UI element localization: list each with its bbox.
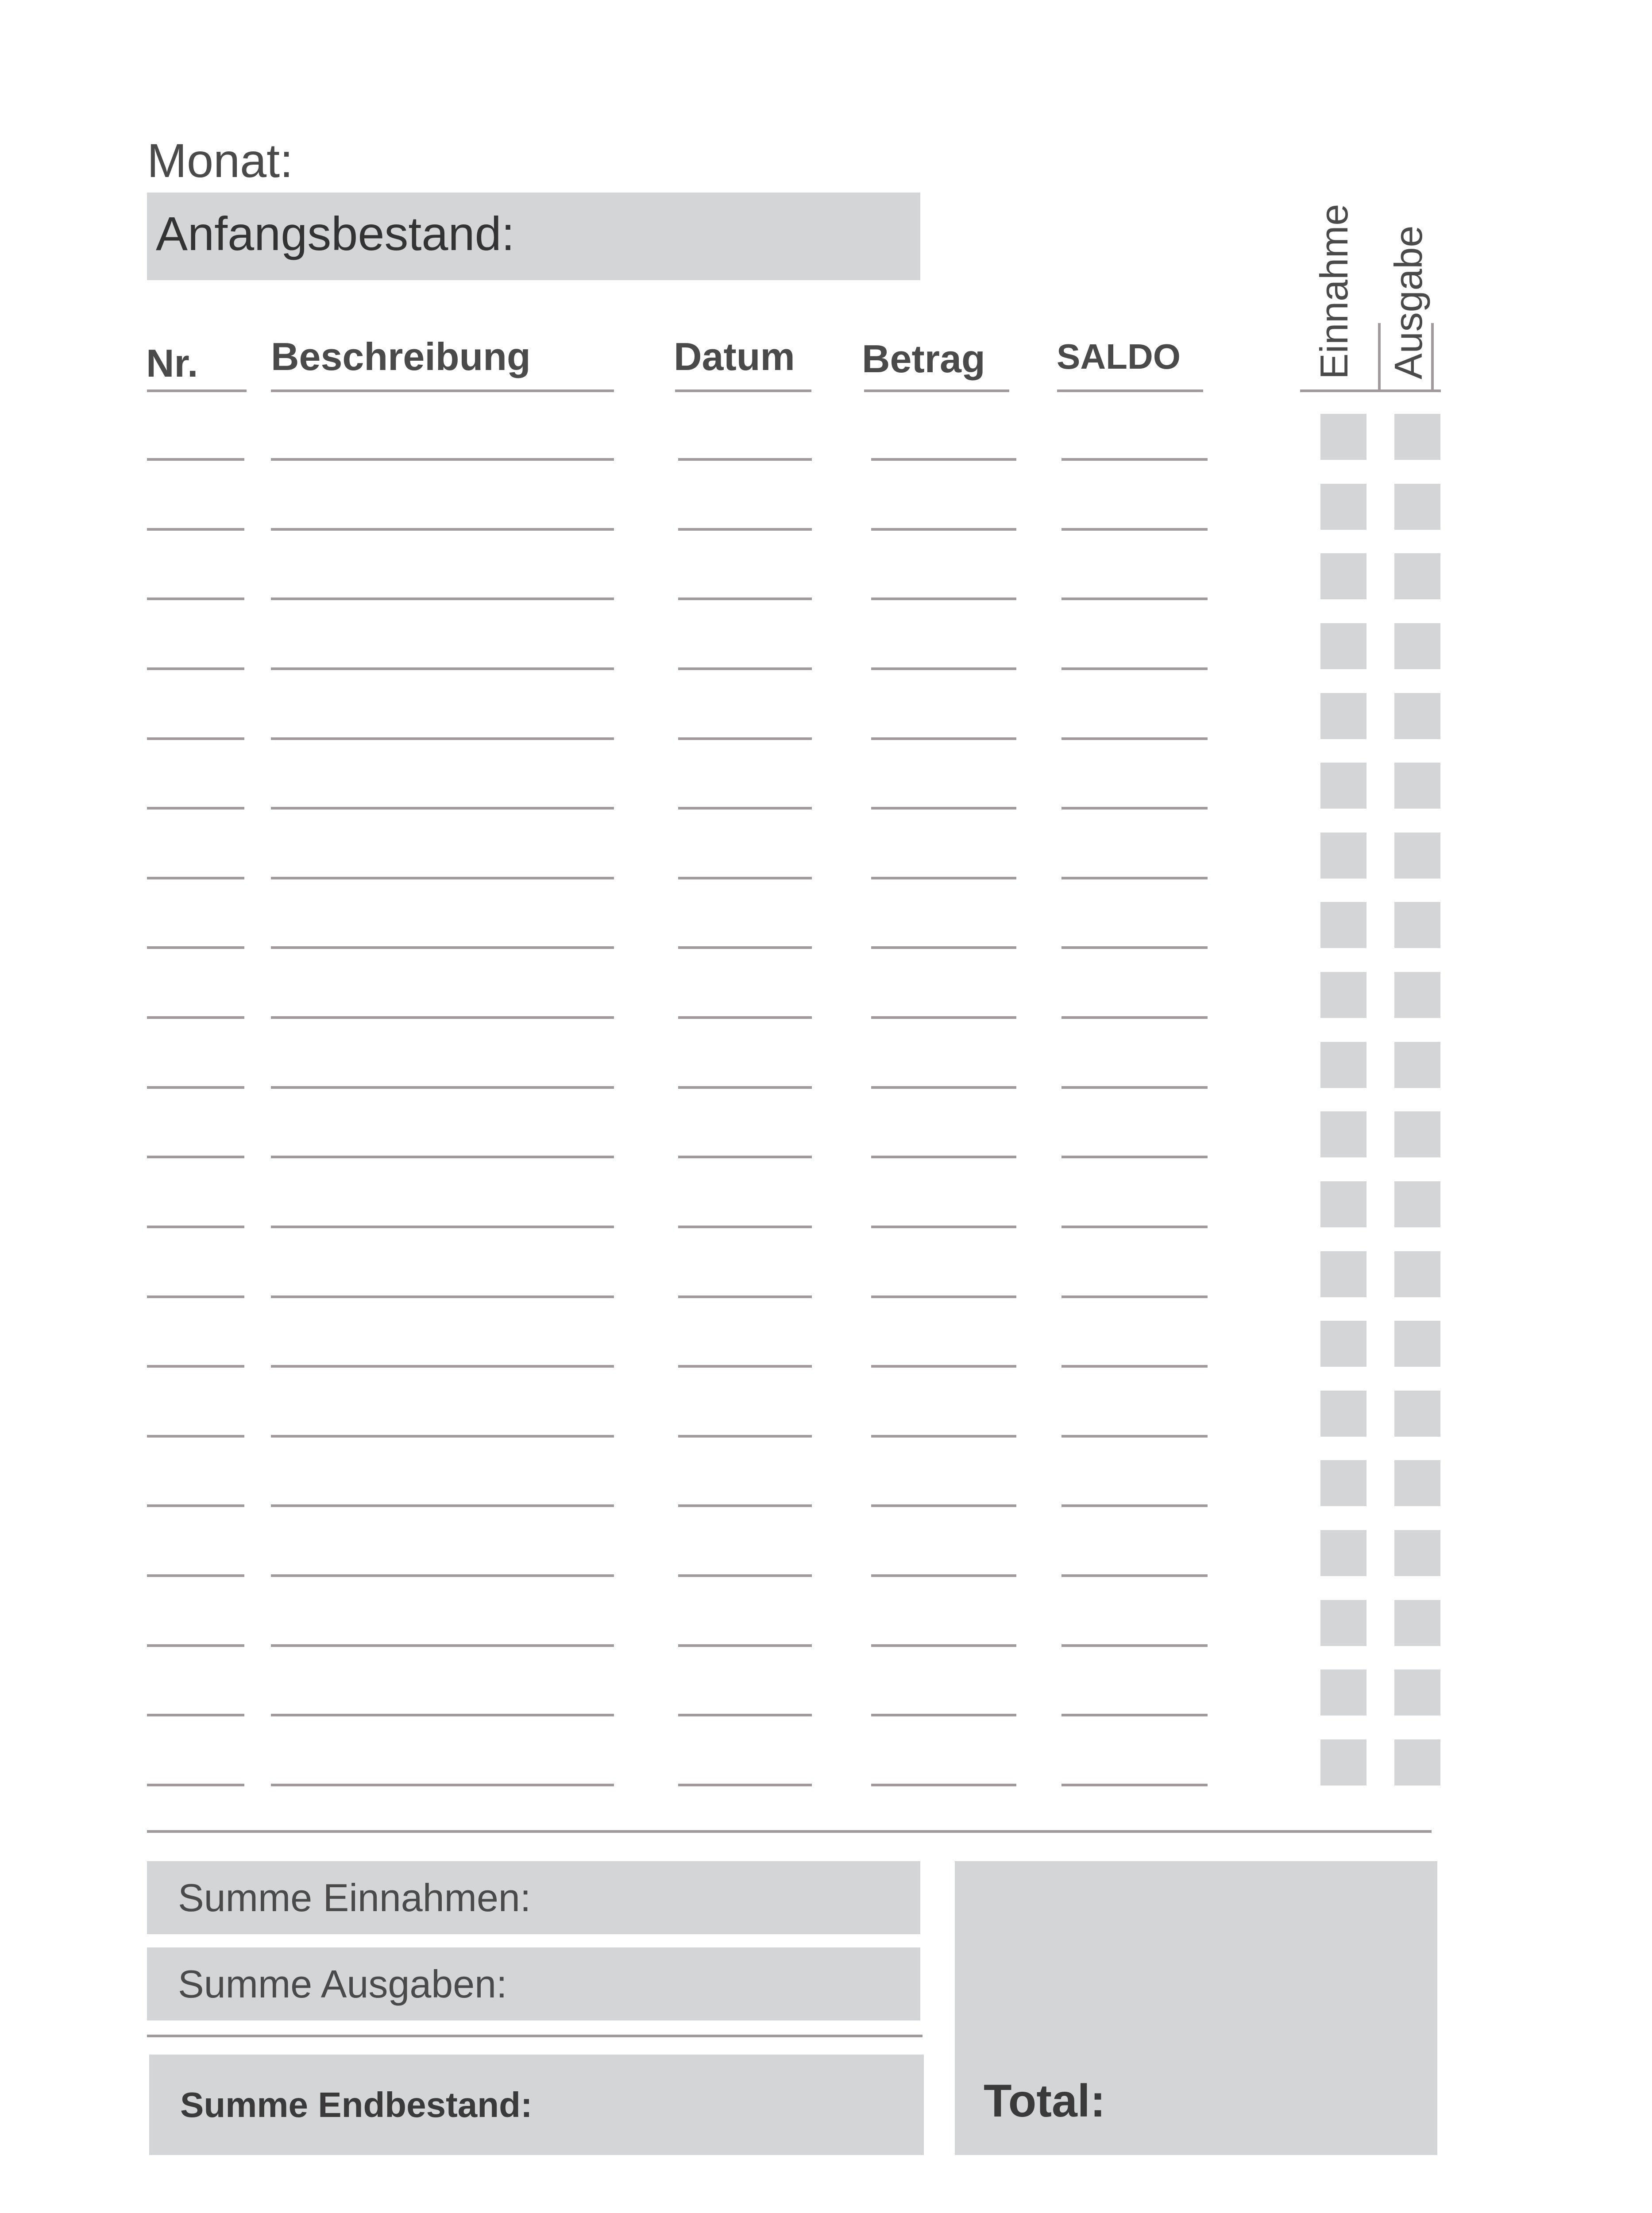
opening-balance-box[interactable] — [147, 193, 920, 280]
expense-checkbox[interactable] — [1394, 1042, 1440, 1088]
row-field-date[interactable] — [678, 528, 812, 531]
income-checkbox[interactable] — [1320, 1042, 1366, 1088]
row-field-date[interactable] — [678, 946, 812, 949]
row-field-description[interactable] — [271, 1226, 614, 1228]
expense-sum-box[interactable] — [147, 1947, 920, 2020]
row-field-amount[interactable] — [871, 458, 1016, 461]
row-field-balance[interactable] — [1061, 1644, 1208, 1647]
row-field-description[interactable] — [271, 528, 614, 531]
row-field-date[interactable] — [678, 667, 812, 670]
row-field-description[interactable] — [271, 737, 614, 740]
row-field-balance[interactable] — [1061, 877, 1208, 879]
row-field-date[interactable] — [678, 737, 812, 740]
expense-checkbox[interactable] — [1394, 693, 1440, 739]
row-field-description[interactable] — [271, 1365, 614, 1368]
expense-checkbox[interactable] — [1394, 623, 1440, 669]
row-field-amount[interactable] — [871, 1365, 1016, 1368]
expense-checkbox[interactable] — [1394, 833, 1440, 879]
row-field-balance[interactable] — [1061, 1086, 1208, 1089]
row-field-date[interactable] — [678, 1644, 812, 1647]
income-checkbox[interactable] — [1320, 902, 1366, 948]
row-field-amount[interactable] — [871, 1784, 1016, 1786]
row-field-balance[interactable] — [1061, 667, 1208, 670]
row-field-date[interactable] — [678, 598, 812, 600]
row-field-amount[interactable] — [871, 807, 1016, 810]
expense-checkbox[interactable] — [1394, 553, 1440, 599]
income-checkbox[interactable] — [1320, 1669, 1366, 1716]
row-field-nr[interactable] — [147, 1365, 244, 1368]
header-rule-checkboxes — [1300, 389, 1441, 392]
row-field-nr[interactable] — [147, 458, 244, 461]
income-sum-box[interactable] — [147, 1861, 920, 1934]
header-rule-balance — [1057, 389, 1203, 392]
income-checkbox[interactable] — [1320, 1600, 1366, 1646]
income-checkbox[interactable] — [1320, 1530, 1366, 1576]
row-field-balance[interactable] — [1061, 1435, 1208, 1438]
row-field-date[interactable] — [678, 1156, 812, 1158]
row-field-nr[interactable] — [147, 737, 244, 740]
row-field-nr[interactable] — [147, 1644, 244, 1647]
expense-checkbox[interactable] — [1394, 1669, 1440, 1716]
row-field-nr[interactable] — [147, 1714, 244, 1716]
income-checkbox[interactable] — [1320, 693, 1366, 739]
header-rule-amount — [864, 389, 1009, 392]
row-field-amount[interactable] — [871, 1295, 1016, 1298]
income-checkbox[interactable] — [1320, 553, 1366, 599]
row-field-amount[interactable] — [871, 1644, 1016, 1647]
row-field-date[interactable] — [678, 1504, 812, 1507]
row-field-nr[interactable] — [147, 598, 244, 600]
expense-checkbox[interactable] — [1394, 1111, 1440, 1157]
row-field-balance[interactable] — [1061, 1295, 1208, 1298]
income-checkbox[interactable] — [1320, 1321, 1366, 1367]
row-field-amount[interactable] — [871, 1016, 1016, 1019]
row-field-amount[interactable] — [871, 877, 1016, 879]
row-field-description[interactable] — [271, 1016, 614, 1019]
row-field-description[interactable] — [271, 458, 614, 461]
expense-checkbox[interactable] — [1394, 1181, 1440, 1227]
row-field-balance[interactable] — [1061, 1574, 1208, 1577]
row-field-amount[interactable] — [871, 1086, 1016, 1089]
row-field-balance[interactable] — [1061, 946, 1208, 949]
row-field-nr[interactable] — [147, 1435, 244, 1438]
row-field-amount[interactable] — [871, 528, 1016, 531]
income-checkbox[interactable] — [1320, 1460, 1366, 1506]
expense-checkbox[interactable] — [1394, 1739, 1440, 1785]
expense-checkbox[interactable] — [1394, 1460, 1440, 1506]
income-checkbox[interactable] — [1320, 623, 1366, 669]
total-box[interactable] — [955, 1861, 1437, 2155]
row-field-nr[interactable] — [147, 1086, 244, 1089]
income-checkbox[interactable] — [1320, 1251, 1366, 1297]
row-field-nr[interactable] — [147, 1504, 244, 1507]
expense-checkbox[interactable] — [1394, 1530, 1440, 1576]
row-field-date[interactable] — [678, 1295, 812, 1298]
row-field-balance[interactable] — [1061, 1156, 1208, 1158]
row-field-nr[interactable] — [147, 807, 244, 810]
row-field-balance[interactable] — [1061, 1784, 1208, 1786]
row-field-nr[interactable] — [147, 1016, 244, 1019]
row-field-description[interactable] — [271, 946, 614, 949]
row-field-amount[interactable] — [871, 1156, 1016, 1158]
row-field-date[interactable] — [678, 1574, 812, 1577]
header-separator-left — [1378, 323, 1381, 392]
row-field-date[interactable] — [678, 1784, 812, 1786]
row-field-description[interactable] — [271, 1574, 614, 1577]
row-field-amount[interactable] — [871, 1435, 1016, 1438]
row-field-amount[interactable] — [871, 667, 1016, 670]
income-sum-label: Summe Einnahmen: — [178, 1875, 531, 1920]
row-field-nr[interactable] — [147, 946, 244, 949]
expense-sum-label: Summe Ausgaben: — [178, 1962, 507, 2006]
row-field-date[interactable] — [678, 1714, 812, 1716]
row-field-amount[interactable] — [871, 1226, 1016, 1228]
row-field-date[interactable] — [678, 458, 812, 461]
column-header-income: Einnahme — [1312, 204, 1356, 379]
expense-checkbox[interactable] — [1394, 902, 1440, 948]
month-label: Monat: — [147, 134, 293, 187]
column-header-amount: Betrag — [862, 337, 985, 381]
column-header-nr: Nr. — [146, 341, 198, 385]
row-field-date[interactable] — [678, 1226, 812, 1228]
column-header-date: Datum — [674, 335, 795, 378]
summary-divider — [147, 1830, 1432, 1833]
income-checkbox[interactable] — [1320, 484, 1366, 530]
row-field-amount[interactable] — [871, 946, 1016, 949]
row-field-description[interactable] — [271, 1504, 614, 1507]
row-field-date[interactable] — [678, 1435, 812, 1438]
row-field-balance[interactable] — [1061, 458, 1208, 461]
end-balance-box[interactable] — [149, 2055, 924, 2155]
header-rule-description — [271, 389, 614, 392]
end-balance-label: Summe Endbestand: — [180, 2085, 533, 2124]
opening-balance-label: Anfangsbestand: — [156, 207, 515, 260]
row-field-description[interactable] — [271, 1714, 614, 1716]
expense-checkbox[interactable] — [1394, 972, 1440, 1018]
row-field-description[interactable] — [271, 1784, 614, 1786]
row-field-date[interactable] — [678, 807, 812, 810]
row-field-balance[interactable] — [1061, 1226, 1208, 1228]
expense-checkbox[interactable] — [1394, 1600, 1440, 1646]
income-checkbox[interactable] — [1320, 1181, 1366, 1227]
row-field-nr[interactable] — [147, 1784, 244, 1786]
row-field-date[interactable] — [678, 1086, 812, 1089]
column-header-expense: Ausgabe — [1386, 225, 1430, 379]
row-field-balance[interactable] — [1061, 737, 1208, 740]
row-field-amount[interactable] — [871, 737, 1016, 740]
income-checkbox[interactable] — [1320, 833, 1366, 879]
row-field-balance[interactable] — [1061, 1365, 1208, 1368]
income-checkbox[interactable] — [1320, 414, 1366, 460]
row-field-nr[interactable] — [147, 528, 244, 531]
row-field-amount[interactable] — [871, 1574, 1016, 1577]
expense-checkbox[interactable] — [1394, 1251, 1440, 1297]
row-field-date[interactable] — [678, 877, 812, 879]
row-field-nr[interactable] — [147, 877, 244, 879]
header-separator-right — [1431, 323, 1434, 392]
row-field-description[interactable] — [271, 1644, 614, 1647]
row-field-nr[interactable] — [147, 1226, 244, 1228]
row-field-date[interactable] — [678, 1016, 812, 1019]
income-checkbox[interactable] — [1320, 1739, 1366, 1785]
column-header-description: Beschreibung — [271, 335, 531, 378]
header-rule-date — [675, 389, 811, 392]
income-checkbox[interactable] — [1320, 1391, 1366, 1437]
row-field-balance[interactable] — [1061, 1504, 1208, 1507]
row-field-description[interactable] — [271, 667, 614, 670]
row-field-description[interactable] — [271, 1156, 614, 1158]
row-field-amount[interactable] — [871, 1714, 1016, 1716]
row-field-amount[interactable] — [871, 1504, 1016, 1507]
income-checkbox[interactable] — [1320, 763, 1366, 809]
income-checkbox[interactable] — [1320, 1111, 1366, 1157]
row-field-description[interactable] — [271, 1295, 614, 1298]
column-header-balance: SALDO — [1057, 337, 1181, 376]
row-field-balance[interactable] — [1061, 1714, 1208, 1716]
total-label: Total: — [984, 2075, 1106, 2127]
row-field-description[interactable] — [271, 1086, 614, 1089]
row-field-balance[interactable] — [1061, 807, 1208, 810]
row-field-amount[interactable] — [871, 598, 1016, 600]
income-checkbox[interactable] — [1320, 972, 1366, 1018]
row-field-balance[interactable] — [1061, 598, 1208, 600]
expense-checkbox[interactable] — [1394, 414, 1440, 460]
row-field-date[interactable] — [678, 1365, 812, 1368]
row-field-nr[interactable] — [147, 1295, 244, 1298]
row-field-balance[interactable] — [1061, 1016, 1208, 1019]
expense-checkbox[interactable] — [1394, 1391, 1440, 1437]
row-field-description[interactable] — [271, 1435, 614, 1438]
row-field-description[interactable] — [271, 877, 614, 879]
row-field-description[interactable] — [271, 807, 614, 810]
row-field-nr[interactable] — [147, 667, 244, 670]
row-field-nr[interactable] — [147, 1574, 244, 1577]
expense-checkbox[interactable] — [1394, 1321, 1440, 1367]
row-field-nr[interactable] — [147, 1156, 244, 1158]
row-field-description[interactable] — [271, 598, 614, 600]
end-balance-rule — [147, 2035, 922, 2037]
header-rule-nr — [147, 389, 247, 392]
expense-checkbox[interactable] — [1394, 763, 1440, 809]
row-field-balance[interactable] — [1061, 528, 1208, 531]
expense-checkbox[interactable] — [1394, 484, 1440, 530]
